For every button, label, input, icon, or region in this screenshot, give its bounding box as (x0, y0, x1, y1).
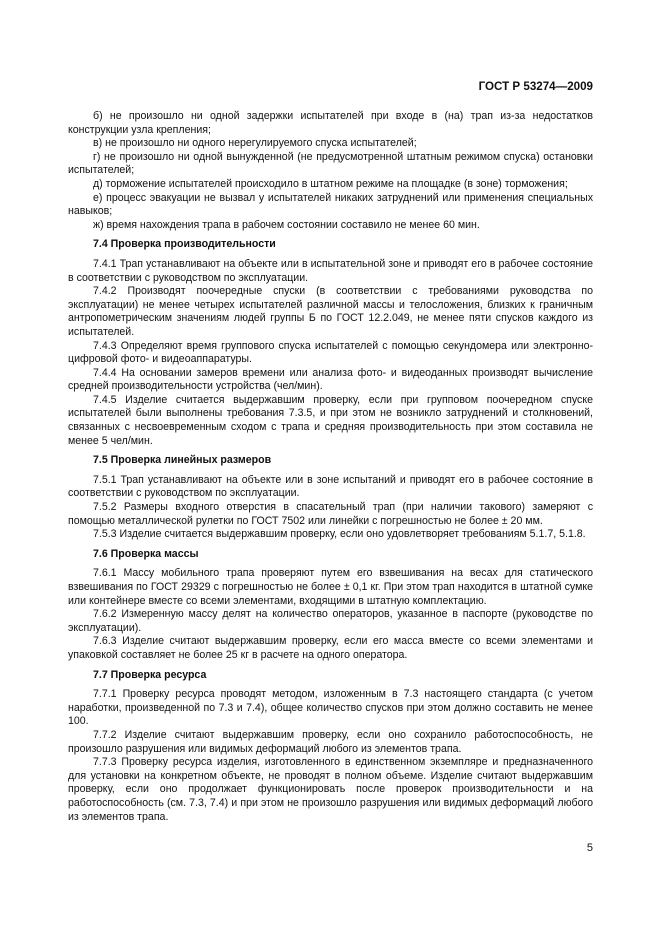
paragraph: 7.5.3 Изделие считается выдержавшим проверку, если оно удовлетворяет требованиям 5.1.7, 5.1.8. (93, 528, 586, 541)
paragraph: 7.7.1 Проверку ресурса проводят методом, изложенным в 7.3 настоящего стандарта (с учетом наработки, произведенной по 7.3 и 7.4), общее количество спусков при этом должно составить не менее 100. (68, 688, 593, 728)
page-number: 5 (586, 842, 593, 854)
paragraph: 7.4.4 На основании замеров времени или анализа фото- и видеоданных производят вычисление средней производительности устройства (чел/мин). (68, 366, 593, 393)
section-heading-7-5: 7.5 Проверка линейных размеров (93, 454, 272, 467)
paragraph: б) не произошло ни одной задержки испытателей при входе в (на) трап из-за недостатков конструкции узла крепления; (68, 110, 593, 136)
paragraph: 7.4.3 Определяют время группового спуска испытателей с помощью секундомера или электронно-цифровой фото- и видеоаппаратуры. (68, 339, 593, 366)
section-heading-7-4: 7.4 Проверка производительности (93, 238, 276, 251)
paragraph: ж) время нахождения трапа в рабочем состоянии составило не менее 60 мин. (93, 218, 480, 231)
section-heading-7-6: 7.6 Проверка массы (93, 547, 199, 560)
paragraph: 7.7.2 Изделие считают выдержавшим проверку, если оно сохранило работоспособность, не произошло разрушения или видимых деформаций любого из элементов трапа. (68, 728, 593, 755)
paragraph: 7.6.3 Изделие считают выдержавшим проверку, если его масса вместе со всеми элементами и упаковкой составляет не более 25 кг в расчете на одного оператора. (68, 635, 593, 661)
paragraph: 7.4.2 Производят поочередные спуски (в соответствии с требованиями руководства по эксплуатации) не менее четырех испытателей различной массы и телосложения, близких к граничным антропометрическим значениям людей группы Б по ГОСТ 12.2.049, не менее пяти спусков каждого из испытателей. (68, 285, 593, 338)
paragraph: 7.4.1 Трап устанавливают на объекте или в испытательной зоне и приводят его в рабочее состояние в соответствии с руководством по эксплуатации. (68, 257, 593, 284)
paragraph: 7.7.3 Проверку ресурса изделия, изготовленного в единственном экземпляре и предназначенного для установки на конкретном объекте, не проводят в полном объеме. Изделие считают выдержавшим проверку, если оно продолжает функционировать после проверок производительности и на работоспособность (см. 7.3, 7.4) и при этом не произошло разрушения или видимых деформаций любого из элементов трапа. (68, 756, 593, 823)
document-body (68, 110, 593, 824)
paragraph: 7.6.2 Измеренную массу делят на количество операторов, указанное в паспорте (руководстве по эксплуатации). (68, 608, 593, 634)
paragraph: е) процесс эвакуации не вызвал у испытателей никаких затруднений или применения специальных навыков; (68, 191, 593, 218)
paragraph: 7.4.5 Изделие считается выдержавшим проверку, если при групповом поочередном спуске испытателей были выполнены требования 7.3.5, и при этом не возникло затруднений и столкновений, связанных с несвоевременным сходом с трапа и средняя производительность при этом составила не менее 5 чел/мин. (68, 393, 593, 447)
paragraph: г) не произошло ни одной вынужденной (не предусмотренной штатным режимом спуска) остановки испытателей; (68, 150, 593, 177)
paragraph: 7.5.1 Трап устанавливают на объекте или в зоне испытаний и приводят его в рабочее состояние в соответствии с руководством по эксплуатации. (68, 473, 593, 500)
paragraph: д) торможение испытателей происходило в штатном режиме на площадке (в зоне) торможения; (93, 177, 568, 190)
section-heading-7-7: 7.7 Проверка ресурса (93, 668, 207, 681)
paragraph: 7.5.2 Размеры входного отверстия в спасательный трап (при наличии такового) замеряют с помощью металлической рулетки по ГОСТ 7502 или линейки с погрешностью не более ± 20 мм. (68, 501, 593, 527)
paragraph: 7.6.1 Массу мобильного трапа проверяют путем его взвешивания на весах для статического взвешивания по ГОСТ 29329 с погрешностью не более ± 0,1 кг. При этом трап находится в штатной сумке или контейнере вместе со всеми элементами, входящими в штатную комплектацию. (68, 567, 593, 607)
document-code-header: ГОСТ Р 53274—2009 (478, 80, 593, 93)
paragraph: в) не произошло ни одного нерегулируемого спуска испытателей; (93, 137, 417, 150)
